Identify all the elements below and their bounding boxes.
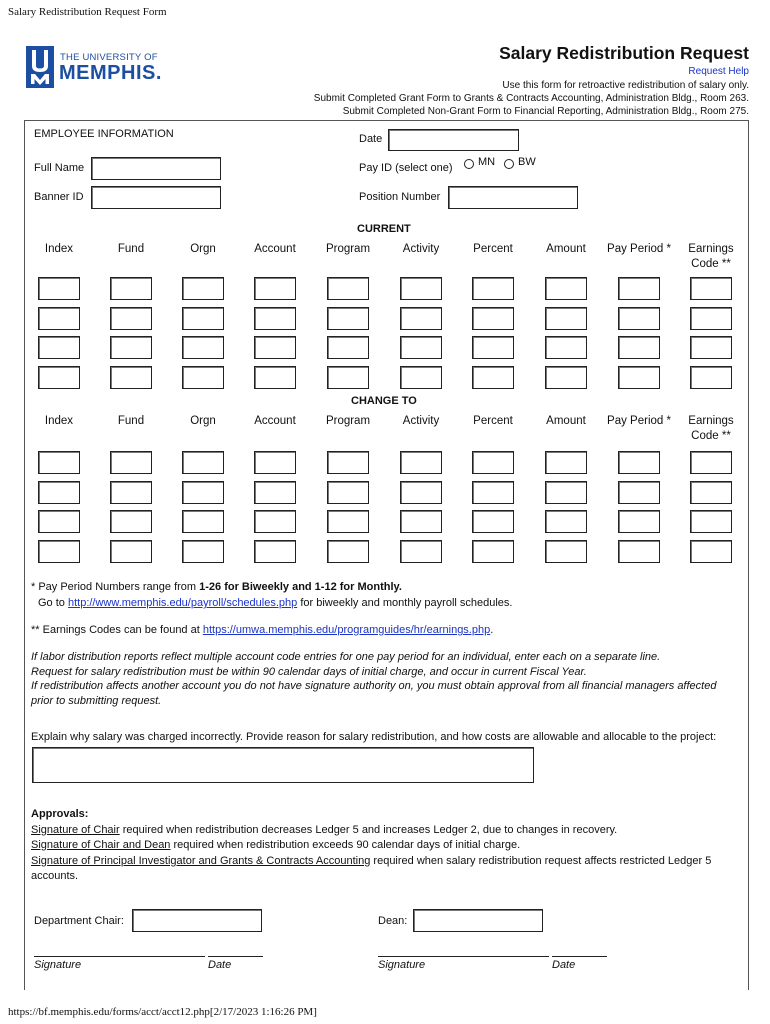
current-row1-fund-input[interactable] <box>110 277 152 300</box>
current-header-percent: Percent <box>473 243 513 255</box>
current-row2-account-input[interactable] <box>254 307 296 330</box>
current-row3-program-input[interactable] <box>327 336 369 359</box>
current-row1-activity-input[interactable] <box>400 277 442 300</box>
current-row4-amount-input[interactable] <box>545 366 587 389</box>
pi-signature-link[interactable]: Signature of Principal Investigator and Grants & Contracts Accounting <box>31 855 371 867</box>
intro-line-1: Use this form for retroactive redistribution of salary only. <box>502 80 749 91</box>
chair-date-line <box>208 956 263 957</box>
change-to-header-amount: Amount <box>546 415 586 427</box>
change-to-header-index: Index <box>44 415 74 427</box>
current-row3-activity-input[interactable] <box>400 336 442 359</box>
change-to-row4-fund-input[interactable] <box>110 540 152 563</box>
change-to-row1-index-input[interactable] <box>38 451 80 474</box>
approval-pi-line <box>31 855 711 867</box>
payroll-schedule-link[interactable]: http://www.memphis.edu/payroll/schedules.php <box>67 597 298 609</box>
change-to-row2-orgn-input[interactable] <box>182 481 224 504</box>
change-to-row1-fund-input[interactable] <box>110 451 152 474</box>
logo-line1: THE UNIVERSITY OF <box>60 52 158 63</box>
position-number-input[interactable] <box>448 186 578 209</box>
date-label: Date <box>359 133 383 145</box>
dean-signature-caption: Signature <box>378 959 426 971</box>
change-to-row2-account-input[interactable] <box>254 481 296 504</box>
current-row3-pay-period-input[interactable] <box>618 336 660 359</box>
change-to-header-activity: Activity <box>402 415 440 427</box>
current-row4-orgn-input[interactable] <box>182 366 224 389</box>
print-footer-url: https://bf.memphis.edu/forms/acct/acct12.php[2/17/2023 1:16:26 PM] <box>8 1006 317 1018</box>
change-to-header-pay-period: Pay Period * <box>607 415 671 427</box>
change-to-row4-earnings-code-input[interactable] <box>690 540 732 563</box>
current-row2-program-input[interactable] <box>327 307 369 330</box>
current-row4-pay-period-input[interactable] <box>618 366 660 389</box>
current-row3-orgn-input[interactable] <box>182 336 224 359</box>
um-logo-icon <box>26 46 54 88</box>
banner-id-label: Banner ID <box>34 191 84 203</box>
current-row1-earnings-code-input[interactable] <box>690 277 732 300</box>
current-row2-orgn-input[interactable] <box>182 307 224 330</box>
banner-id-input[interactable] <box>91 186 221 209</box>
university-logo <box>26 46 166 90</box>
current-row4-program-input[interactable] <box>327 366 369 389</box>
full-name-label: Full Name <box>34 162 85 174</box>
change-to-row4-index-input[interactable] <box>38 540 80 563</box>
change-to-header-earnings-code: Earnings Code ** <box>688 415 734 442</box>
dean-signature-link[interactable]: Signature of Chair and Dean <box>31 839 171 851</box>
change-to-row3-index-input[interactable] <box>38 510 80 533</box>
change-to-row1-activity-input[interactable] <box>400 451 442 474</box>
current-header-account: Account <box>254 243 296 255</box>
earnings-code-note <box>31 624 493 636</box>
approval-pi-line-2: accounts. <box>31 870 79 882</box>
change-to-row3-orgn-input[interactable] <box>182 510 224 533</box>
logo-line2: MEMPHIS. <box>59 62 162 84</box>
chair-signature-line <box>34 956 205 957</box>
current-row3-index-input[interactable] <box>38 336 80 359</box>
current-row4-index-input[interactable] <box>38 366 80 389</box>
instruction-line-4: prior to submitting request. <box>31 695 162 707</box>
current-row3-amount-input[interactable] <box>545 336 587 359</box>
change-to-row1-percent-input[interactable] <box>472 451 514 474</box>
change-to-row1-program-input[interactable] <box>327 451 369 474</box>
department-chair-label: Department Chair: <box>34 915 124 927</box>
change-to-row1-account-input[interactable] <box>254 451 296 474</box>
change-to-row3-earnings-code-input[interactable] <box>690 510 732 533</box>
change-to-row4-amount-input[interactable] <box>545 540 587 563</box>
change-to-header-program: Program <box>325 415 371 427</box>
change-to-row1-earnings-code-input[interactable] <box>690 451 732 474</box>
pay-id-mn-radio[interactable] <box>464 159 474 169</box>
chair-text: required when redistribution decreases Ledger 5 and increases Ledger 2, due to changes in recovery. <box>119 824 618 836</box>
change-to-row3-amount-input[interactable] <box>545 510 587 533</box>
pi-text: required when salary redistribution request affects restricted Ledger 5 <box>370 855 712 867</box>
current-row3-percent-input[interactable] <box>472 336 514 359</box>
intro-line-2: Submit Completed Grant Form to Grants & Contracts Accounting, Administration Bldg., Room 263. <box>313 93 749 104</box>
earnings-codes-link[interactable]: https://umwa.memphis.edu/programguides/hr/earnings.php <box>202 624 491 636</box>
change-to-row2-pay-period-input[interactable] <box>618 481 660 504</box>
change-to-row2-percent-input[interactable] <box>472 481 514 504</box>
change-to-row1-pay-period-input[interactable] <box>618 451 660 474</box>
approval-dean-line <box>31 839 520 851</box>
chair-date-caption: Date <box>208 959 232 971</box>
current-row3-earnings-code-input[interactable] <box>690 336 732 359</box>
current-row4-account-input[interactable] <box>254 366 296 389</box>
current-row2-amount-input[interactable] <box>545 307 587 330</box>
current-row4-fund-input[interactable] <box>110 366 152 389</box>
instruction-line-3: If redistribution affects another account you do not have signature authority on, you must obtain approval from all financial managers affected <box>31 680 717 692</box>
current-row2-pay-period-input[interactable] <box>618 307 660 330</box>
intro-line-3: Submit Completed Non-Grant Form to Financial Reporting, Administration Bldg., Room 275. <box>342 106 749 117</box>
change-to-row3-activity-input[interactable] <box>400 510 442 533</box>
current-row2-index-input[interactable] <box>38 307 80 330</box>
earnings-suffix: . <box>490 624 494 636</box>
chair-signature-link[interactable]: Signature of Chair <box>31 824 120 836</box>
current-row1-percent-input[interactable] <box>472 277 514 300</box>
change-to-row2-index-input[interactable] <box>38 481 80 504</box>
goto-suffix: for biweekly and monthly payroll schedules. <box>297 597 513 609</box>
position-number-label: Position Number <box>359 191 441 203</box>
current-header-activity: Activity <box>402 243 440 255</box>
change-to-row2-amount-input[interactable] <box>545 481 587 504</box>
dean-signature-line <box>378 956 549 957</box>
pay-id-label: Pay ID (select one) <box>359 162 453 174</box>
current-header-program: Program <box>325 243 371 255</box>
page-title: Salary Redistribution Request <box>499 43 749 63</box>
current-row2-percent-input[interactable] <box>472 307 514 330</box>
pay-id-bw-radio[interactable] <box>504 159 514 169</box>
pay-period-note <box>31 581 402 593</box>
instruction-line-1: If labor distribution reports reflect multiple account code entries for one pay period for an individual, enter each on a separate line. <box>31 651 661 663</box>
dean-text: required when redistribution exceeds 90 calendar days of initial charge. <box>170 839 521 851</box>
current-row1-orgn-input[interactable] <box>182 277 224 300</box>
employee-section-label: EMPLOYEE INFORMATION <box>34 128 174 140</box>
dean-date-line <box>552 956 607 957</box>
current-row2-activity-input[interactable] <box>400 307 442 330</box>
change-to-row4-account-input[interactable] <box>254 540 296 563</box>
explain-label: Explain why salary was charged incorrectly. Provide reason for salary redistribution, and how costs are allowable and allocable to the project: <box>31 731 717 743</box>
current-row3-account-input[interactable] <box>254 336 296 359</box>
change-to-row3-program-input[interactable] <box>327 510 369 533</box>
current-row1-account-input[interactable] <box>254 277 296 300</box>
payroll-schedule-note <box>38 597 513 609</box>
change-to-header-percent: Percent <box>473 415 513 427</box>
explanation-textarea[interactable] <box>32 747 534 783</box>
change-to-header-fund: Fund <box>117 415 145 427</box>
pay-period-note-bold: 1-26 for Biweekly and 1-12 for Monthly. <box>199 581 402 593</box>
earnings-prefix: ** Earnings Codes can be found at <box>31 624 203 636</box>
dean-input[interactable] <box>413 909 543 932</box>
current-header-earnings-code: Earnings Code ** <box>688 243 734 270</box>
current-row1-program-input[interactable] <box>327 277 369 300</box>
change-to-row4-orgn-input[interactable] <box>182 540 224 563</box>
department-chair-input[interactable] <box>132 909 262 932</box>
change-to-row1-orgn-input[interactable] <box>182 451 224 474</box>
current-header-pay-period: Pay Period * <box>607 243 671 255</box>
print-header: Salary Redistribution Request Form <box>8 6 167 18</box>
change-to-row2-earnings-code-input[interactable] <box>690 481 732 504</box>
change-to-row3-percent-input[interactable] <box>472 510 514 533</box>
current-section-label: CURRENT <box>357 223 411 235</box>
change-to-header-account: Account <box>254 415 296 427</box>
current-row4-percent-input[interactable] <box>472 366 514 389</box>
change-to-row4-program-input[interactable] <box>327 540 369 563</box>
change-to-row4-percent-input[interactable] <box>472 540 514 563</box>
change-to-row1-amount-input[interactable] <box>545 451 587 474</box>
change-to-row3-pay-period-input[interactable] <box>618 510 660 533</box>
current-row2-fund-input[interactable] <box>110 307 152 330</box>
request-help-link[interactable]: Request Help <box>688 66 749 77</box>
pay-period-note-text: * Pay Period Numbers range from <box>31 581 200 593</box>
change-to-row3-fund-input[interactable] <box>110 510 152 533</box>
pay-id-mn-label: MN <box>478 156 496 168</box>
date-input[interactable] <box>388 129 519 151</box>
change-to-row2-activity-input[interactable] <box>400 481 442 504</box>
instruction-line-2: Request for salary redistribution must be within 90 calendar days of initial charge, and occur in current Fiscal Year. <box>31 666 587 678</box>
change-to-header-orgn: Orgn <box>190 415 216 427</box>
pay-id-bw-label: BW <box>518 156 536 168</box>
current-header-orgn: Orgn <box>190 243 216 255</box>
current-header-amount: Amount <box>546 243 586 255</box>
approval-chair-line <box>31 824 617 836</box>
change-to-row4-activity-input[interactable] <box>400 540 442 563</box>
approvals-heading: Approvals: <box>31 808 89 820</box>
current-row1-amount-input[interactable] <box>545 277 587 300</box>
change-to-row3-account-input[interactable] <box>254 510 296 533</box>
change-to-row4-pay-period-input[interactable] <box>618 540 660 563</box>
full-name-input[interactable] <box>91 157 221 180</box>
change-to-row2-fund-input[interactable] <box>110 481 152 504</box>
current-header-index: Index <box>44 243 74 255</box>
current-header-fund: Fund <box>117 243 145 255</box>
current-row1-pay-period-input[interactable] <box>618 277 660 300</box>
change-to-section-label: CHANGE TO <box>351 395 417 407</box>
current-row3-fund-input[interactable] <box>110 336 152 359</box>
current-row1-index-input[interactable] <box>38 277 80 300</box>
change-to-row2-program-input[interactable] <box>327 481 369 504</box>
dean-label: Dean: <box>378 915 408 927</box>
dean-date-caption: Date <box>552 959 576 971</box>
current-row4-earnings-code-input[interactable] <box>690 366 732 389</box>
chair-signature-caption: Signature <box>34 959 82 971</box>
current-row4-activity-input[interactable] <box>400 366 442 389</box>
current-row2-earnings-code-input[interactable] <box>690 307 732 330</box>
goto-prefix: Go to <box>38 597 68 609</box>
